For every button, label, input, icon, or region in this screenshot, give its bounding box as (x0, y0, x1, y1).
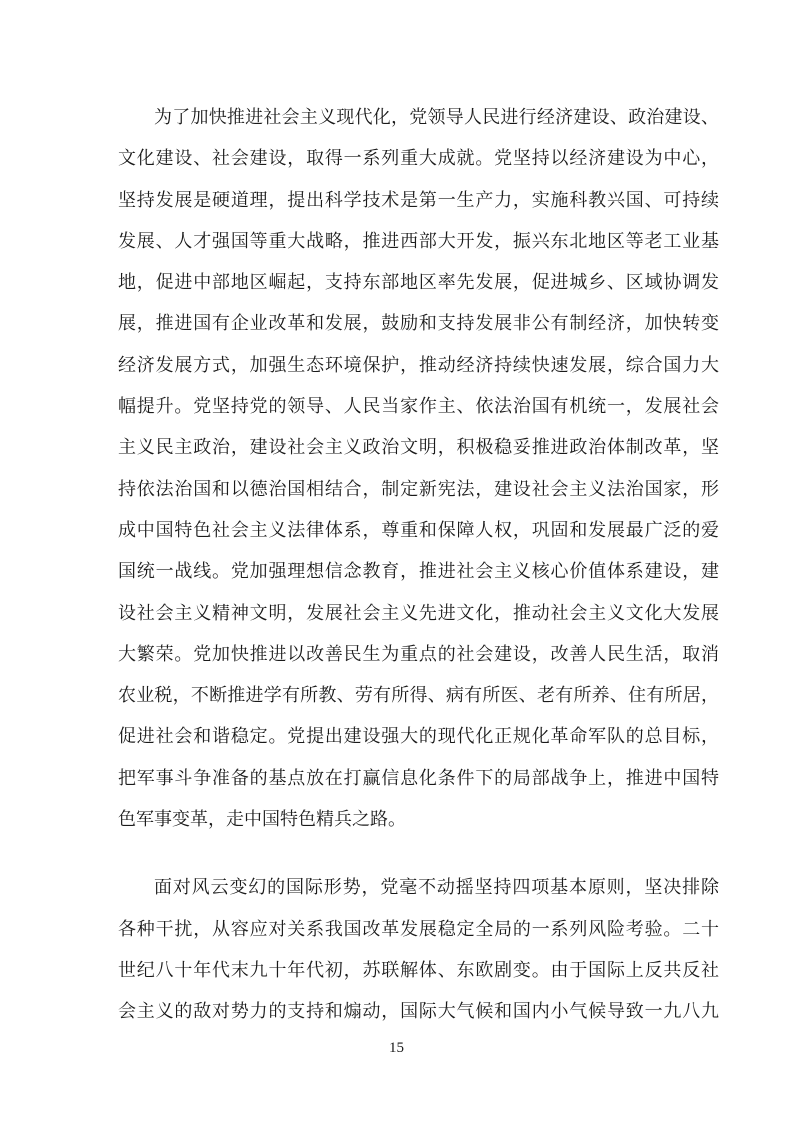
text-line: 展，推进国有企业改革和发展，鼓励和支持发展非公有制经济，加快转变 (118, 313, 719, 334)
page-number: 15 (389, 1040, 404, 1056)
text-line: 发展、人才强国等重大战略，推进西部大开发，振兴东北地区等老工业基 (118, 230, 719, 251)
text-line: 农业税，不断推进学有所教、劳有所得、病有所医、老有所养、住有所居， (118, 685, 719, 706)
document-body (118, 97, 719, 1033)
text-line: 坚持发展是硬道理，提出科学技术是第一生产力，实施科教兴国、可持续 (118, 189, 719, 210)
text-line: 各种干扰，从容应对关系我国改革发展稳定全局的一系列风险考验。二十 (118, 918, 719, 939)
text-line: 设社会主义精神文明，发展社会主义先进文化，推动社会主义文化大发展 (118, 602, 719, 623)
text-line: 经济发展方式，加强生态环境保护，推动经济持续快速发展，综合国力大 (118, 354, 719, 375)
text-line: 把军事斗争准备的基点放在打赢信息化条件下的局部战争上，推进中国特 (118, 767, 719, 788)
text-line: 国统一战线。党加强理想信念教育，推进社会主义核心价值体系建设，建 (118, 561, 719, 582)
text-line: 幅提升。党坚持党的领导、人民当家作主、依法治国有机统一，发展社会 (118, 396, 719, 417)
text-line: 文化建设、社会建设，取得一系列重大成就。党坚持以经济建设为中心， (118, 148, 719, 169)
text-line: 成中国特色社会主义法律体系，尊重和保障人权，巩固和发展最广泛的爱 (118, 519, 719, 540)
text-line: 世纪八十年代末九十年代初，苏联解体、东欧剧变。由于国际上反共反社 (118, 959, 719, 980)
paragraph (118, 867, 719, 1032)
text-line: 地，促进中部地区崛起，支持东部地区率先发展，促进城乡、区域协调发 (118, 272, 719, 293)
text-line: 会主义的敌对势力的支持和煽动，国际大气候和国内小气候导致一九八九 (118, 1001, 719, 1022)
text-line: 为了加快推进社会主义现代化，党领导人民进行经济建设、政治建设、 (154, 107, 719, 127)
paragraph (118, 97, 719, 840)
text-line: 面对风云变幻的国际形势，党毫不动摇坚持四项基本原则，坚决排除 (154, 877, 719, 898)
text-line: 促进社会和谐稳定。党提出建设强大的现代化正规化革命军队的总目标， (118, 726, 719, 747)
text-line: 持依法治国和以德治国相结合，制定新宪法，建设社会主义法治国家，形 (118, 478, 719, 499)
text-line: 大繁荣。党加快推进以改善民生为重点的社会建设，改善人民生活，取消 (118, 643, 719, 664)
text-line: 主义民主政治，建设社会主义政治文明，积极稳妥推进政治体制改革，坚 (118, 437, 719, 458)
text-line: 色军事变革，走中国特色精兵之路。 (118, 809, 406, 830)
